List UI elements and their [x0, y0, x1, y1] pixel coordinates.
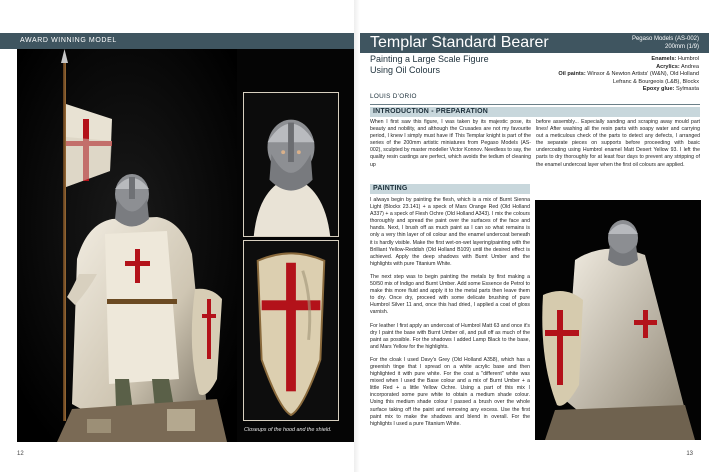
material-row: Acrylics: Andrea: [656, 63, 699, 70]
hood-closeup-photo: [243, 92, 339, 237]
knight-main-photo: [17, 49, 237, 442]
intro-paragraph-right: before assembly... Especially sanding and scraping away mould part lines! After washing all the resin parts with soapy water and carrying out a meticulous check of the parts to detect any defects, I arranged the separate pieces on supports before proceeding with basic undercoating using Humbrol enamel Matt Desert Yellow 93. I left the parts to dry thoroughly for at least four days to prevent any stripping of the enamel undercoat layer when the first oil colours are applied.: [536, 119, 700, 168]
paragraph: I always begin by painting the flesh, which is a mix of Burnt Sienna Light (Blockx 23.141) + a speck of Mars Orange Red (Old Holland A337) + a speck of Flesh Ochre (Old Holland A343). I mix the colours thoroughly and spread the paint over the surfaces of the face and hands. Next, I brush off as much paint as I can so what remains is only a very thin layer of oil colour and the enamel undercoat beneath it is hardly visible. Make the first wet-on-wet layering/painting with the Brilliant Yellow-Reddish (Old Holland B109) until the desired effect is achieved. Apply the deep shadows with Burnt Umber and the highlights with pure Titanium White.: [370, 197, 530, 267]
kit-maker: Pegaso Models (AS-002): [631, 36, 699, 42]
material-row: Epoxy glue: Sylmasta: [642, 86, 699, 93]
section-label: AWARD WINNING MODEL: [20, 37, 117, 44]
knight-side-photo: [535, 200, 701, 440]
page-gutter: [354, 0, 360, 472]
divider: [370, 104, 700, 105]
materials-list: [558, 56, 699, 94]
shield-closeup-photo: [243, 240, 339, 421]
photo-caption: Closeups of the hood and the shield.: [244, 427, 332, 433]
painting-text: [370, 197, 530, 434]
kit-info: [632, 35, 699, 51]
paragraph: For leather I first apply an undercoat of Humbrol Matt 63 and once it's dry I paint the base with Burnt Umber oil, and pull off as much of the paint as possible. For the shadows I added Lamp Black to the base, and Mars Yellow for the highlights.: [370, 322, 530, 350]
intro-paragraph-left: When I first saw this figure, I was taken by its majestic pose, its beauty and nobility, and although the Crusades are not my favourite period, I knew I simply must have it! This Templar knight is part of the series of the 200mm artistic miniatures from Pegaso Models (AS-002), sculpted by master modeller Victor Konnov. Needless to say, the quality resin castings are perfect, which avoids the tedium of cleaning up: [370, 119, 531, 168]
paragraph: For the cloak I used Davy's Grey (Old Holland A358), which has a greenish tinge that I spread on a white acrylic base and then highlighted it with pure white. For the coat a "different" white was mixed when I used the Base colour and a mix of Burnt Umber + a little Red + a little Yellow Ochre. Using a part of this mix I incorporated some pure white to obtain a medium shade colour. Using this medium shade colour I passed a brush over the whole surface taking off the paint and removing any excess. Use the first paint mix to make the shadows and blend in overall. For the highlights I used a pure Titanium White.: [370, 356, 530, 427]
section-heading-painting: PAINTING: [370, 184, 530, 194]
page-number-left: 12: [17, 451, 24, 457]
paragraph: The next step was to begin painting the metals by first making a 50/50 mix of Indigo and Burnt Umber. Add some Essence de Petrol to make this more fluid and apply it to the metal parts then leave them to dry. Once dry, proceed with some delicate brushing of pure Humbrol Silver 11 and, once this had dried, I applied a coat of gloss varnish.: [370, 273, 530, 316]
material-row: Lefranc & Bourgeois (L&B), Blockx: [612, 78, 699, 85]
kit-scale: 200mm (1/9): [664, 44, 699, 50]
article-title: Templar Standard Bearer: [370, 34, 549, 51]
material-row: Oil paints: Winsor & Newton Artists' (W&N), Old Holland: [558, 71, 699, 78]
section-heading-intro: INTRODUCTION - PREPARATION: [370, 107, 700, 117]
page-number-right: 13: [686, 451, 693, 457]
material-row: Enamels: Humbrol: [651, 56, 699, 62]
article-subtitle: Painting a Large Scale Figure Using Oil Colours: [370, 54, 489, 75]
author-name: LOUIS D'ORIO: [370, 93, 417, 100]
